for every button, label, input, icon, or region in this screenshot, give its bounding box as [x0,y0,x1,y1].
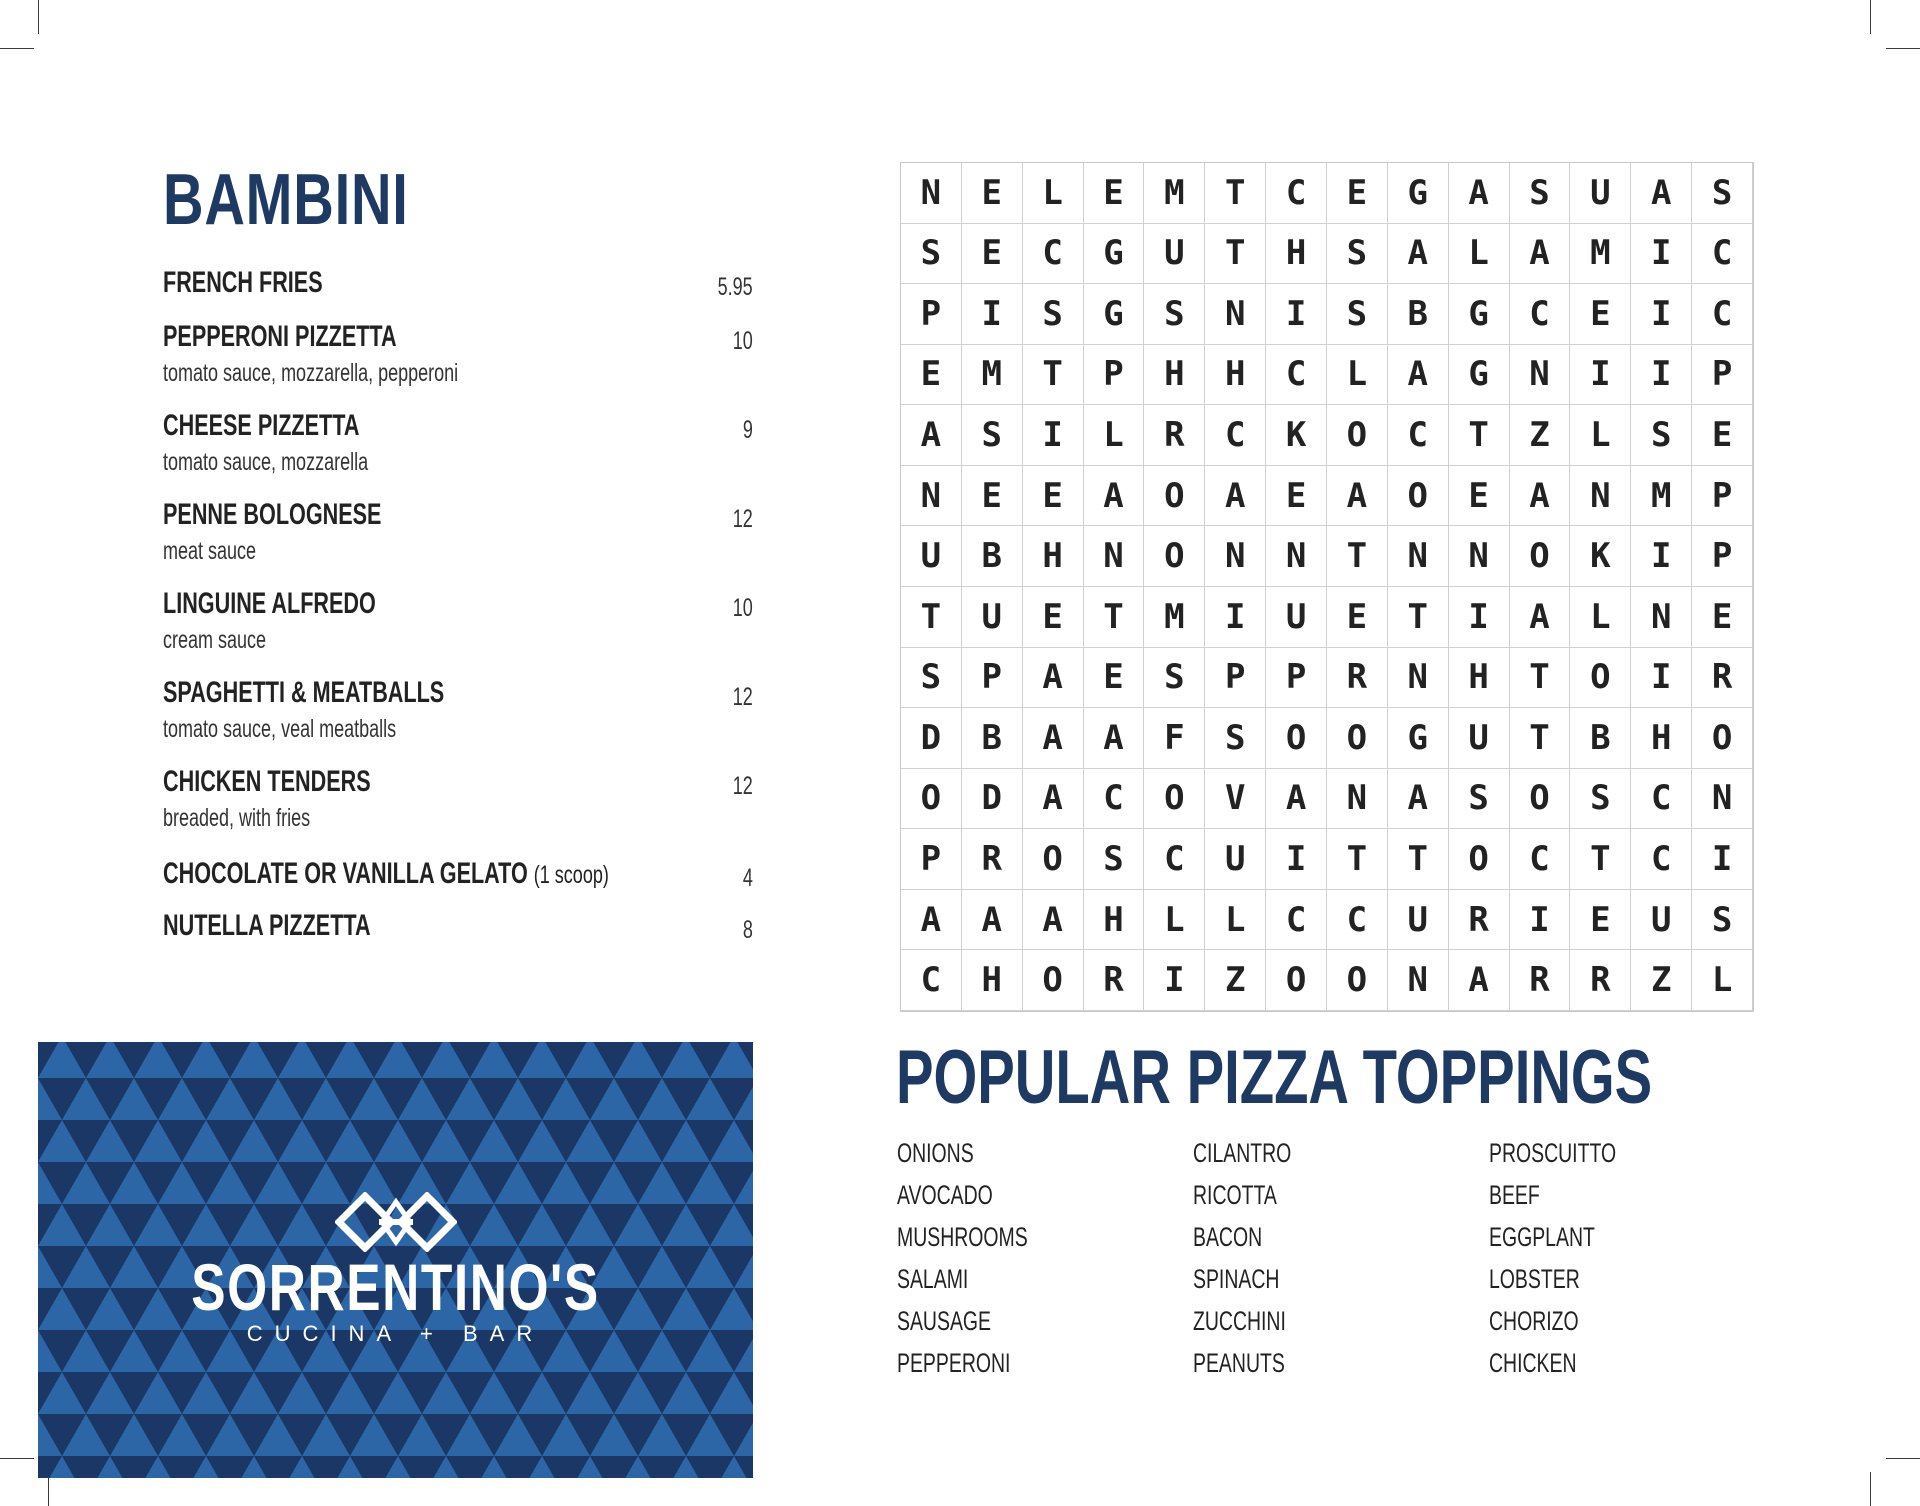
word-search-letter: S [1692,163,1753,224]
word-search-letter: U [1205,829,1266,890]
word-search-letter: I [1144,950,1205,1011]
brand-banner [38,1042,753,1478]
item-name: PEPPERONI PIZZETTA [163,320,397,353]
word-search-letter: G [1084,224,1145,285]
word-search-letter: N [1510,345,1571,406]
word-search-letter: C [1692,224,1753,285]
word-search-letter: U [1570,163,1631,224]
word-search-letter: P [901,284,962,345]
word-search-letter: M [1570,224,1631,285]
word-search-letter: I [1510,890,1571,951]
word-search-letter: A [1266,769,1327,830]
word-search-letter: H [962,950,1023,1011]
word-search-letter: O [1327,950,1388,1011]
brand-logo [38,1042,753,1478]
word-search-letter: N [1388,648,1449,709]
word-search-letter: A [1023,769,1084,830]
word-search-letter: O [1023,950,1084,1011]
topping-word: CHORIZO [1489,1306,1579,1336]
word-search-letter: E [901,345,962,406]
word-search-letter: P [1205,648,1266,709]
item-price: 9 [742,416,753,444]
item-price: 12 [732,683,753,711]
word-search-letter: H [1144,345,1205,406]
toppings-column [1489,1132,1666,1384]
word-search-letter: U [962,587,1023,648]
word-search-letter: N [1692,769,1753,830]
item-name: CHICKEN TENDERS [163,765,371,798]
word-search-letter: N [1570,466,1631,527]
word-search-letter: Z [1205,950,1266,1011]
menu-title: BAMBINI [163,160,409,240]
word-search-letter: A [1631,163,1692,224]
word-search-letter: O [1692,708,1753,769]
topping-word: BEEF [1489,1180,1540,1210]
topping-word: RICOTTA [1193,1180,1277,1210]
word-search-letter: I [1205,587,1266,648]
word-search-letter: E [1084,163,1145,224]
word-search-letter: U [1631,890,1692,951]
topping-word: PROSCUITTO [1489,1138,1617,1168]
item-name: PENNE BOLOGNESE [163,498,382,531]
word-search-letter: M [1631,466,1692,527]
word-search-letter: I [1266,284,1327,345]
toppings-list [897,1132,1797,1392]
word-search-letter: N [901,466,962,527]
word-search-letter: A [1023,648,1084,709]
word-search-letter: A [1510,224,1571,285]
word-search-letter: C [1510,829,1571,890]
topping-word: BACON [1193,1222,1263,1252]
word-search-letter: A [1084,708,1145,769]
word-search-letter: G [1449,345,1510,406]
word-search-letter: C [1327,890,1388,951]
topping-word: ONIONS [897,1138,974,1168]
word-search-letter: L [1205,890,1266,951]
word-search-letter: A [1084,466,1145,527]
word-search-letter: C [1266,163,1327,224]
word-search-letter: R [1510,950,1571,1011]
menu-item [163,853,753,905]
word-search-letter: I [1023,405,1084,466]
topping-word: CILANTRO [1193,1138,1292,1168]
word-search-letter: L [1144,890,1205,951]
word-search-letter: N [1266,526,1327,587]
word-search-letter: K [1570,526,1631,587]
word-search-letter: N [1449,526,1510,587]
topping-word: PEPPERONI [897,1348,1011,1378]
word-search-letter: S [1327,224,1388,285]
word-search-letter: O [1449,829,1510,890]
word-search-letter: R [1084,950,1145,1011]
word-search-letter: K [1266,405,1327,466]
menu-item [163,405,753,494]
word-search-letter: M [962,345,1023,406]
word-search-letter: E [1023,466,1084,527]
word-search-letter: T [1570,829,1631,890]
item-price: 5.95 [717,273,753,301]
item-description: cream sauce [163,626,267,654]
item-price: 10 [732,327,753,355]
item-price: 10 [732,594,753,622]
topping-word: MUSHROOMS [897,1222,1028,1252]
word-search-letter: S [901,224,962,285]
word-search-letter: S [962,405,1023,466]
crop-mark [1870,0,1871,34]
word-search-letter: C [1266,890,1327,951]
word-search-letter: R [1692,648,1753,709]
word-search-letter: N [1205,526,1266,587]
word-search-letter: B [962,708,1023,769]
word-search-letter: O [901,769,962,830]
crop-mark [1870,1472,1871,1506]
word-search-letter: A [1388,345,1449,406]
word-search-letter: T [1205,163,1266,224]
word-search-letter: O [1388,466,1449,527]
word-search-letter: N [901,163,962,224]
word-search-letter: S [1510,163,1571,224]
word-search-letter: T [1327,526,1388,587]
word-search-letter: T [1205,224,1266,285]
word-search-letter: S [1570,769,1631,830]
word-search-letter: L [1449,224,1510,285]
word-search-letter: B [962,526,1023,587]
word-search-letter: S [1631,405,1692,466]
word-search-letter: T [1388,587,1449,648]
item-price: 12 [732,505,753,533]
word-search-letter: I [1266,829,1327,890]
word-search-letter: H [1631,708,1692,769]
word-search-letter: I [1570,345,1631,406]
word-search-letter: T [1327,829,1388,890]
word-search-letter: C [1631,769,1692,830]
item-price: 8 [742,916,753,944]
double-diamond-logo-icon [335,1192,457,1252]
word-search-letter: A [1388,769,1449,830]
word-search-letter: E [1084,648,1145,709]
word-search-letter: O [1510,769,1571,830]
word-search-letter: E [1449,466,1510,527]
word-search-letter: P [1692,345,1753,406]
menu-item [163,494,753,583]
word-search-letter: T [1084,587,1145,648]
word-search-letter: G [1388,708,1449,769]
word-search-letter: F [1144,708,1205,769]
word-search-letter: M [1144,587,1205,648]
word-search-letter: H [1205,345,1266,406]
item-price: 4 [742,864,753,892]
word-search-letter: N [1388,950,1449,1011]
word-search-letter: I [1449,587,1510,648]
word-search-letter: A [1023,708,1084,769]
word-search-letter: L [1327,345,1388,406]
word-search-letter: S [1084,829,1145,890]
word-search-letter: I [1631,648,1692,709]
item-description: tomato sauce, mozzarella, pepperoni [163,359,459,387]
word-search-letter: R [962,829,1023,890]
word-search-letter: E [962,224,1023,285]
word-search-letter: S [1327,284,1388,345]
toppings-column [1193,1132,1330,1384]
word-search-letter: M [1144,163,1205,224]
word-search-letter: C [1631,829,1692,890]
word-search-letter: G [1388,163,1449,224]
word-search-letter: I [1631,284,1692,345]
word-search-letter: R [1570,950,1631,1011]
word-search-letter: A [1510,587,1571,648]
crop-mark [38,0,39,34]
word-search-letter: T [1023,345,1084,406]
word-search-letter: S [1205,708,1266,769]
topping-word: CHICKEN [1489,1348,1577,1378]
word-search-letter: S [1692,890,1753,951]
word-search-letter: C [1084,769,1145,830]
word-search-letter: A [901,890,962,951]
word-search-letter: U [1449,708,1510,769]
word-search-letter: H [1084,890,1145,951]
item-name: NUTELLA PIZZETTA [163,909,371,942]
word-search-letter: G [1084,284,1145,345]
toppings-column [897,1132,1079,1384]
word-search-letter: N [1327,769,1388,830]
word-search-letter: E [1692,405,1753,466]
topping-word: EGGPLANT [1489,1222,1595,1252]
word-search-letter: T [1388,829,1449,890]
word-search-letter: N [1084,526,1145,587]
word-search-letter: U [1144,224,1205,285]
word-search-letter: Z [1631,950,1692,1011]
word-search-letter: L [1570,405,1631,466]
item-description: breaded, with fries [163,804,311,832]
word-search-letter: E [1692,587,1753,648]
word-search-letter: D [901,708,962,769]
word-search-letter: Z [1510,405,1571,466]
word-search-letter: O [1144,526,1205,587]
item-name: LINGUINE ALFREDO [163,587,376,620]
word-search-letter: C [1388,405,1449,466]
word-search-letter: I [1631,526,1692,587]
word-search-letter: N [1388,526,1449,587]
item-description: tomato sauce, mozzarella [163,448,369,476]
word-search-letter: C [1144,829,1205,890]
word-search-letter: T [1510,648,1571,709]
item-description: tomato sauce, veal meatballs [163,715,397,743]
word-search-letter: U [901,526,962,587]
word-search-letter: P [1692,466,1753,527]
word-search-letter: T [901,587,962,648]
topping-word: SALAMI [897,1264,969,1294]
word-search-letter: A [1388,224,1449,285]
word-search-letter: O [1023,829,1084,890]
topping-word: PEANUTS [1193,1348,1285,1378]
word-search-letter: S [1144,648,1205,709]
item-price: 12 [732,772,753,800]
word-search-letter: R [1449,890,1510,951]
word-search-letter: L [1692,950,1753,1011]
word-search-letter: O [1570,648,1631,709]
menu-item [163,262,753,316]
item-description: meat sauce [163,537,257,565]
crop-mark [0,1458,34,1459]
word-search-letter: U [1388,890,1449,951]
word-search-letter: O [1144,466,1205,527]
menu-item [163,905,753,957]
word-search-letter: L [1084,405,1145,466]
word-search-letter: L [1570,587,1631,648]
topping-word: SAUSAGE [897,1306,991,1336]
menu-list [163,262,753,957]
word-search-letter: H [1266,224,1327,285]
item-name: CHOCOLATE OR VANILLA GELATO (1 scoop) [163,857,609,890]
word-search-letter: P [1266,648,1327,709]
word-search-letter: G [1449,284,1510,345]
topping-word: AVOCADO [897,1180,993,1210]
word-search-letter: S [1144,284,1205,345]
word-search-letter: U [1266,587,1327,648]
word-search-letter: O [1266,950,1327,1011]
crop-mark [0,48,34,49]
word-search-letter: P [962,648,1023,709]
word-search-letter: I [1631,345,1692,406]
word-search-grid [900,162,1754,1012]
word-search-letter: N [1631,587,1692,648]
word-search-letter: I [1692,829,1753,890]
menu-item [163,316,753,405]
word-search-letter: O [1327,708,1388,769]
word-search-letter: O [1327,405,1388,466]
topping-word: SPINACH [1193,1264,1280,1294]
word-search-letter: C [1692,284,1753,345]
word-search-letter: C [1510,284,1571,345]
word-search-letter: A [1205,466,1266,527]
word-search-letter: A [962,890,1023,951]
word-search-letter: H [1449,648,1510,709]
word-search-letter: A [1023,890,1084,951]
word-search-letter: C [1023,224,1084,285]
word-search-letter: D [962,769,1023,830]
word-search-letter: E [1266,466,1327,527]
word-search-letter: E [1023,587,1084,648]
toppings-title: POPULAR PIZZA TOPPINGS [896,1035,1653,1120]
item-note: (1 scoop) [533,861,609,889]
menu-item [163,583,753,672]
word-search-letter: S [1023,284,1084,345]
word-search-letter: T [1510,708,1571,769]
word-search-letter: L [1023,163,1084,224]
word-search-letter: R [1144,405,1205,466]
brand-tagline: CUCINA + BAR [246,1321,545,1346]
word-search-letter: B [1388,284,1449,345]
word-search-letter: E [962,163,1023,224]
menu-item [163,672,753,761]
word-search-letter: B [1570,708,1631,769]
word-search-letter: I [962,284,1023,345]
item-name: CHEESE PIZZETTA [163,409,360,442]
word-search-letter: P [1692,526,1753,587]
word-search-letter: E [1570,284,1631,345]
crop-mark [1886,1458,1920,1459]
word-search-letter: A [1510,466,1571,527]
word-search-letter: S [1449,769,1510,830]
word-search-letter: A [1327,466,1388,527]
word-search-letter: R [1327,648,1388,709]
word-search-letter: E [1327,163,1388,224]
menu-item [163,761,753,853]
item-name: SPAGHETTI & MEATBALLS [163,676,445,709]
item-name: FRENCH FRIES [163,266,323,299]
word-search-letter: O [1510,526,1571,587]
word-search-letter: C [1205,405,1266,466]
word-search-letter: A [901,405,962,466]
topping-word: ZUCCHINI [1193,1306,1286,1336]
word-search-letter: A [1449,163,1510,224]
word-search-letter: O [1266,708,1327,769]
word-search-letter: H [1023,526,1084,587]
word-search-letter: N [1205,284,1266,345]
word-search-letter: A [1449,950,1510,1011]
brand-name: SORRENTINO'S [191,1250,600,1324]
word-search-letter: T [1449,405,1510,466]
word-search-letter: S [901,648,962,709]
word-search-letter: C [1266,345,1327,406]
word-search-letter: E [962,466,1023,527]
word-search-letter: E [1327,587,1388,648]
word-search-letter: C [901,950,962,1011]
topping-word: LOBSTER [1489,1264,1580,1294]
crop-mark [1886,48,1920,49]
word-search-letter: V [1205,769,1266,830]
word-search-letter: I [1631,224,1692,285]
word-search-letter: P [1084,345,1145,406]
word-search-letter: P [901,829,962,890]
word-search-letter: O [1144,769,1205,830]
word-search-letter: E [1570,890,1631,951]
